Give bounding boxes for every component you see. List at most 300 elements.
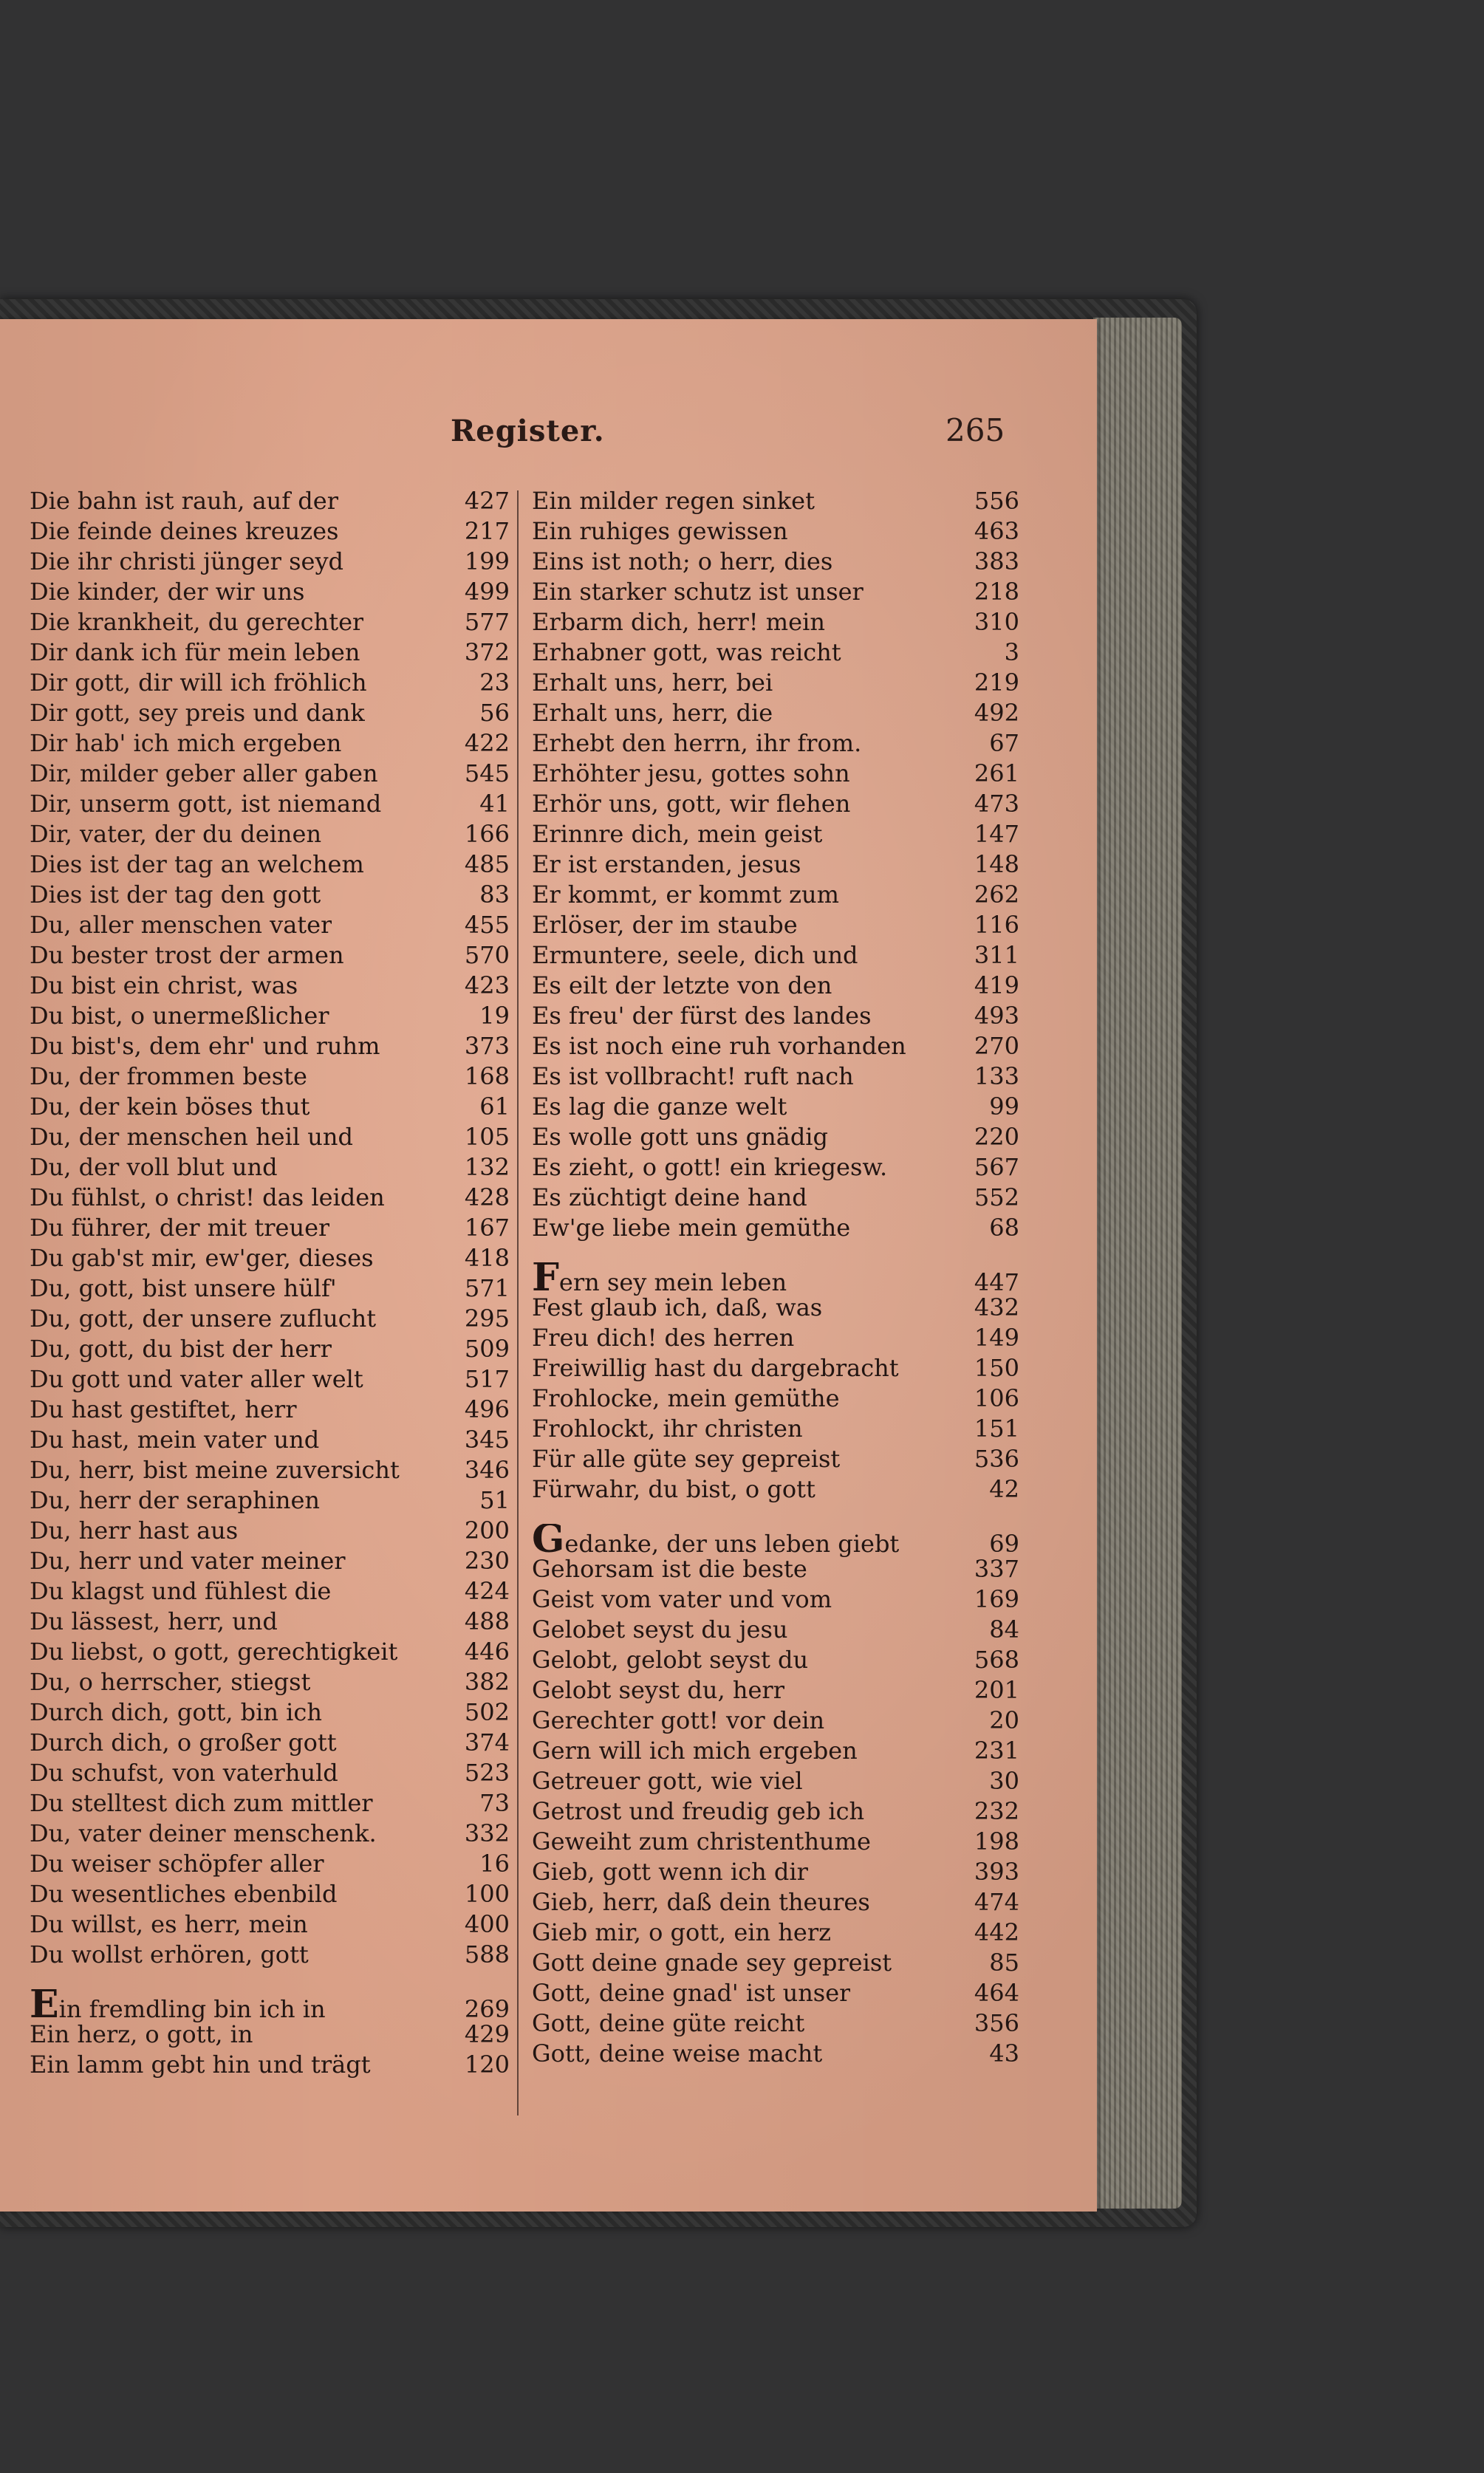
index-entry	[30, 971, 510, 1001]
index-entry	[30, 1455, 510, 1485]
index-entry	[532, 486, 1019, 516]
index-entry	[30, 1152, 510, 1183]
entry-text: Es wolle gott uns gnädig	[532, 1123, 829, 1151]
entry-number: 20	[989, 1706, 1019, 1734]
entry-text: Frohlockt, ihr christen	[532, 1415, 803, 1443]
index-entry	[532, 1213, 1019, 1243]
index-entry	[532, 1796, 1019, 1827]
entry-text: Du, gott, der unsere zuflucht	[30, 1304, 377, 1333]
entry-text: Dies ist der tag den gott	[30, 880, 321, 909]
entry-number: 219	[974, 668, 1019, 697]
entry-number: 499	[464, 578, 510, 606]
index-entry	[30, 1849, 510, 1879]
entry-text: Gott deine gnade sey gepreist	[532, 1949, 892, 1977]
entry-text: Erinnre dich, mein geist	[532, 820, 823, 848]
entry-number: 428	[464, 1183, 510, 1211]
entry-number: 85	[989, 1949, 1019, 1977]
entry-number: 269	[464, 1995, 510, 2023]
index-entry	[532, 1293, 1019, 1323]
entry-text: Geweiht zum christenthume	[532, 1827, 871, 1855]
entry-text: Erlöser, der im staube	[532, 911, 798, 939]
index-entry	[532, 1524, 1019, 1559]
index-entry	[532, 1645, 1019, 1675]
index-entry	[532, 668, 1019, 698]
entry-text: Fern sey mein leben	[532, 1262, 787, 1298]
index-entry	[532, 910, 1019, 940]
entry-text: Gedanke, der uns leben giebt	[532, 1524, 899, 1559]
entry-number: 201	[974, 1676, 1019, 1704]
entry-text: Dir hab' ich mich ergeben	[30, 729, 342, 757]
entry-text: Du weiser schöpfer aller	[30, 1850, 324, 1878]
entry-text: Du, herr, bist meine zuversicht	[30, 1456, 400, 1484]
index-entry	[30, 1989, 510, 2025]
index-entry	[532, 1353, 1019, 1383]
index-entry	[532, 1948, 1019, 1978]
entry-text: Du, der voll blut und	[30, 1153, 278, 1181]
entry-text: Gelobet seyst du jesu	[532, 1615, 788, 1643]
entry-number: 150	[974, 1354, 1019, 1382]
column-divider	[517, 490, 519, 2115]
entry-text: Geist vom vater und vom	[532, 1585, 832, 1613]
index-entry	[532, 849, 1019, 880]
entry-number: 30	[989, 1767, 1019, 1795]
section-initial: E	[30, 1989, 59, 2025]
index-entry	[30, 1576, 510, 1607]
entry-number: 295	[464, 1304, 510, 1333]
index-entry	[532, 1827, 1019, 1857]
entry-number: 332	[464, 1819, 510, 1847]
entry-text: Ermuntere, seele, dich und	[532, 941, 858, 969]
entry-text: Erhalt uns, herr, bei	[532, 668, 773, 697]
index-entry	[30, 607, 510, 637]
entry-text: Dir dank ich für mein leben	[30, 638, 360, 666]
entry-text: Ein lamm gebt hin und trägt	[30, 2050, 371, 2079]
entry-text: Du bist, o unermeßlicher	[30, 1002, 329, 1030]
index-entry	[30, 1909, 510, 1940]
entry-text: Durch dich, o großer gott	[30, 1728, 337, 1757]
index-entry	[532, 1122, 1019, 1152]
index-entry	[30, 637, 510, 668]
index-entry	[532, 1383, 1019, 1414]
entry-text: Du, der menschen heil und	[30, 1123, 353, 1151]
index-entry	[30, 1667, 510, 1697]
entry-number: 311	[974, 941, 1019, 969]
entry-text: Gerechter gott! vor dein	[532, 1706, 825, 1734]
index-column-left	[30, 486, 510, 2080]
entry-text: Es zieht, o gott! ein kriegesw.	[532, 1153, 888, 1181]
entry-text: Du bist ein christ, was	[30, 971, 298, 999]
section-initial: F	[532, 1262, 559, 1298]
index-entry	[532, 1766, 1019, 1796]
entry-number: 116	[974, 911, 1019, 939]
entry-number: 148	[974, 850, 1019, 878]
entry-text: Gelobt seyst du, herr	[532, 1676, 784, 1704]
entry-number: 346	[464, 1456, 510, 1484]
entry-text: Für alle güte sey gepreist	[532, 1445, 841, 1473]
entry-number: 556	[974, 487, 1019, 515]
index-entry	[532, 1584, 1019, 1615]
entry-number: 464	[974, 1979, 1019, 2007]
entry-number: 488	[464, 1607, 510, 1635]
entry-text: Er ist erstanden, jesus	[532, 850, 801, 878]
page-title: Register.	[451, 414, 605, 448]
entry-text: Dir, milder geber aller gaben	[30, 759, 378, 787]
entry-number: 545	[464, 759, 510, 787]
entry-number: 356	[974, 2009, 1019, 2037]
entry-text: Gott, deine weise macht	[532, 2039, 823, 2067]
entry-number: 19	[479, 1002, 510, 1030]
entry-text: Erhalt uns, herr, die	[532, 699, 773, 727]
index-entry	[30, 1122, 510, 1152]
entry-number: 374	[464, 1728, 510, 1757]
index-entry	[30, 1485, 510, 1516]
index-entry	[30, 698, 510, 728]
entry-text: Du, gott, du bist der herr	[30, 1335, 332, 1363]
index-entry	[30, 486, 510, 516]
index-entry	[532, 1031, 1019, 1061]
entry-number: 149	[974, 1324, 1019, 1352]
entry-number: 310	[974, 608, 1019, 636]
entry-text: Du willst, es herr, mein	[30, 1910, 308, 1938]
index-entry	[532, 607, 1019, 637]
entry-number: 571	[464, 1274, 510, 1302]
entry-number: 424	[464, 1577, 510, 1605]
index-entry	[532, 1414, 1019, 1444]
entry-text: Dir gott, dir will ich fröhlich	[30, 668, 367, 697]
index-entry	[532, 516, 1019, 547]
entry-number: 199	[464, 547, 510, 575]
index-entry	[532, 728, 1019, 759]
index-entry	[30, 789, 510, 819]
entry-number: 105	[464, 1123, 510, 1151]
entry-text: Du gott und vater aller welt	[30, 1365, 363, 1393]
entry-number: 447	[974, 1268, 1019, 1296]
index-entry	[30, 1758, 510, 1788]
entry-text: Du, o herrscher, stiegst	[30, 1668, 311, 1696]
entry-number: 84	[989, 1615, 1019, 1643]
entry-number: 73	[479, 1789, 510, 1817]
index-entry	[30, 1183, 510, 1213]
entry-text: Die ihr christi jünger seyd	[30, 547, 344, 575]
entry-number: 577	[464, 608, 510, 636]
entry-text: Die bahn ist rauh, auf der	[30, 487, 338, 515]
entry-number: 220	[974, 1123, 1019, 1151]
entry-number: 493	[974, 1002, 1019, 1030]
section-initial: G	[532, 1524, 565, 1559]
entry-number: 427	[464, 487, 510, 515]
entry-text: Du wesentliches ebenbild	[30, 1880, 338, 1908]
entry-text: Fürwahr, du bist, o gott	[532, 1475, 815, 1503]
entry-number: 67	[989, 729, 1019, 757]
index-entry	[30, 1243, 510, 1273]
index-entry	[30, 1788, 510, 1819]
index-entry	[532, 698, 1019, 728]
index-entry	[532, 1706, 1019, 1736]
entry-number: 588	[464, 1940, 510, 1969]
index-entry	[532, 1152, 1019, 1183]
index-entry	[30, 880, 510, 910]
entry-number: 473	[974, 790, 1019, 818]
entry-number: 41	[479, 790, 510, 818]
entry-number: 261	[974, 759, 1019, 787]
index-entry	[532, 789, 1019, 819]
index-entry	[30, 1273, 510, 1304]
entry-number: 169	[974, 1585, 1019, 1613]
page-number: 265	[946, 412, 1005, 448]
entry-number: 429	[464, 2020, 510, 2048]
entry-number: 166	[464, 820, 510, 848]
entry-text: Es lag die ganze welt	[532, 1092, 787, 1121]
index-entry	[532, 1675, 1019, 1706]
index-entry	[30, 1728, 510, 1758]
index-entry	[30, 1061, 510, 1092]
entry-number: 492	[974, 699, 1019, 727]
entry-number: 230	[464, 1547, 510, 1575]
index-entry	[532, 637, 1019, 668]
entry-number: 56	[479, 699, 510, 727]
index-entry	[30, 1879, 510, 1909]
entry-text: Die krankheit, du gerechter	[30, 608, 364, 636]
entry-text: Du fühlst, o christ! das leiden	[30, 1183, 385, 1211]
index-entry	[532, 940, 1019, 971]
entry-text: Du, der frommen beste	[30, 1062, 307, 1090]
index-entry	[30, 759, 510, 789]
entry-text: Du liebst, o gott, gerechtigkeit	[30, 1638, 398, 1666]
index-entry	[532, 1001, 1019, 1031]
entry-number: 106	[974, 1384, 1019, 1412]
entry-text: Du, gott, bist unsere hülf'	[30, 1274, 337, 1302]
entry-text: Ein fremdling bin ich in	[30, 1989, 326, 2025]
index-entry	[30, 1819, 510, 1849]
entry-number: 147	[974, 820, 1019, 848]
entry-number: 502	[464, 1698, 510, 1726]
entry-number: 422	[464, 729, 510, 757]
entry-text: Ein herz, o gott, in	[30, 2020, 253, 2048]
entry-number: 418	[464, 1244, 510, 1272]
entry-text: Fest glaub ich, daß, was	[532, 1293, 823, 1321]
entry-number: 42	[989, 1475, 1019, 1503]
index-entry	[532, 1887, 1019, 1918]
entry-number: 232	[974, 1797, 1019, 1825]
entry-number: 16	[479, 1850, 510, 1878]
entry-number: 419	[974, 971, 1019, 999]
index-entry	[532, 819, 1019, 849]
entry-text: Freu dich! des herren	[532, 1324, 795, 1352]
index-entry	[532, 1736, 1019, 1766]
index-entry	[30, 940, 510, 971]
entry-number: 218	[974, 578, 1019, 606]
entry-number: 432	[974, 1293, 1019, 1321]
index-entry	[30, 1304, 510, 1334]
entry-text: Getreuer gott, wie viel	[532, 1767, 803, 1795]
index-entry	[532, 971, 1019, 1001]
index-entry	[532, 1474, 1019, 1505]
entry-number: 446	[464, 1638, 510, 1666]
index-entry	[30, 819, 510, 849]
entry-number: 383	[974, 547, 1019, 575]
index-entry	[532, 577, 1019, 607]
section-gap	[30, 1970, 510, 1989]
entry-text: Gelobt, gelobt seyst du	[532, 1646, 809, 1674]
entry-text: Du bester trost der armen	[30, 941, 344, 969]
entry-number: 485	[464, 850, 510, 878]
entry-number: 262	[974, 880, 1019, 909]
entry-text: Du, herr und vater meiner	[30, 1547, 346, 1575]
entry-number: 523	[464, 1759, 510, 1787]
index-entry	[532, 1978, 1019, 2008]
entry-text: Du hast, mein vater und	[30, 1426, 320, 1454]
index-entry	[30, 1213, 510, 1243]
entry-text: Gieb mir, o gott, ein herz	[532, 1918, 831, 1946]
entry-text: Erhabner gott, was reicht	[532, 638, 841, 666]
index-entry	[30, 849, 510, 880]
entry-text: Erhöhter jesu, gottes sohn	[532, 759, 850, 787]
entry-number: 382	[464, 1668, 510, 1696]
entry-number: 3	[1004, 638, 1019, 666]
entry-number: 133	[974, 1062, 1019, 1090]
index-entry	[532, 759, 1019, 789]
entry-number: 83	[479, 880, 510, 909]
index-entry	[30, 1607, 510, 1637]
index-entry	[30, 1031, 510, 1061]
entry-text: Es eilt der letzte von den	[532, 971, 832, 999]
index-entry	[30, 547, 510, 577]
index-entry	[30, 1364, 510, 1395]
entry-text: Erhör uns, gott, wir flehen	[532, 790, 851, 818]
entry-number: 568	[974, 1646, 1019, 1674]
index-entry	[30, 1637, 510, 1667]
entry-text: Es züchtigt deine hand	[532, 1183, 807, 1211]
entry-number: 423	[464, 971, 510, 999]
index-entry	[30, 1546, 510, 1576]
index-entry	[532, 1323, 1019, 1353]
index-entry	[532, 1444, 1019, 1474]
index-entry	[30, 910, 510, 940]
entry-text: Durch dich, gott, bin ich	[30, 1698, 322, 1726]
entry-number: 69	[989, 1530, 1019, 1558]
entry-number: 400	[464, 1910, 510, 1938]
entry-text: Du, herr hast aus	[30, 1516, 239, 1545]
index-entry	[30, 1940, 510, 1970]
entry-text: Ein milder regen sinket	[532, 487, 815, 515]
entry-text: Dir gott, sey preis und dank	[30, 699, 365, 727]
entry-text: Es ist vollbracht! ruft nach	[532, 1062, 854, 1090]
index-entry	[30, 668, 510, 698]
entry-number: 231	[974, 1737, 1019, 1765]
entry-text: Du, aller menschen vater	[30, 911, 332, 939]
index-entry	[30, 1697, 510, 1728]
entry-text: Ein ruhiges gewissen	[532, 517, 788, 545]
entry-number: 567	[974, 1153, 1019, 1181]
index-entry	[532, 1092, 1019, 1122]
page-edges	[1093, 318, 1182, 2209]
index-entry	[30, 577, 510, 607]
entry-text: Du, herr der seraphinen	[30, 1486, 321, 1514]
entry-text: Er kommt, er kommt zum	[532, 880, 839, 909]
index-entry	[532, 1262, 1019, 1298]
entry-text: Gieb, herr, daß dein theures	[532, 1888, 870, 1916]
entry-text: Du hast gestiftet, herr	[30, 1395, 297, 1423]
entry-text: Es ist noch eine ruh vorhanden	[532, 1032, 906, 1060]
entry-number: 168	[464, 1062, 510, 1090]
entry-number: 23	[479, 668, 510, 697]
entry-number: 200	[464, 1516, 510, 1545]
index-entry	[532, 1857, 1019, 1887]
entry-number: 100	[464, 1880, 510, 1908]
entry-number: 373	[464, 1032, 510, 1060]
entry-number: 167	[464, 1214, 510, 1242]
entry-text: Freiwillig hast du dargebracht	[532, 1354, 899, 1382]
entry-text: Du, der kein böses thut	[30, 1092, 310, 1121]
index-entry	[532, 547, 1019, 577]
index-entry	[30, 1516, 510, 1546]
entry-number: 570	[464, 941, 510, 969]
entry-number: 337	[974, 1555, 1019, 1583]
entry-number: 61	[479, 1092, 510, 1121]
entry-number: 455	[464, 911, 510, 939]
entry-number: 345	[464, 1426, 510, 1454]
entry-number: 120	[464, 2050, 510, 2079]
entry-text: Dir, unserm gott, ist niemand	[30, 790, 382, 818]
entry-text: Gott, deine güte reicht	[532, 2009, 805, 2037]
entry-number: 552	[974, 1183, 1019, 1211]
index-entry	[30, 1092, 510, 1122]
entry-number: 217	[464, 517, 510, 545]
index-entry	[532, 2008, 1019, 2039]
entry-text: Du stelltest dich zum mittler	[30, 1789, 373, 1817]
index-entry	[532, 1061, 1019, 1092]
entry-text: Du klagst und fühlest die	[30, 1577, 332, 1605]
entry-text: Du führer, der mit treuer	[30, 1214, 330, 1242]
entry-text: Du gab'st mir, ew'ger, dieses	[30, 1244, 374, 1272]
entry-text: Eins ist noth; o herr, dies	[532, 547, 833, 575]
index-entry	[532, 1183, 1019, 1213]
index-entry	[30, 1334, 510, 1364]
entry-text: Gieb, gott wenn ich dir	[532, 1858, 808, 1886]
entry-number: 198	[974, 1827, 1019, 1855]
index-column-right	[532, 486, 1019, 2069]
entry-number: 474	[974, 1888, 1019, 1916]
entry-number: 68	[989, 1214, 1019, 1242]
index-entry	[30, 2050, 510, 2080]
entry-text: Du bist's, dem ehr' und ruhm	[30, 1032, 380, 1060]
entry-number: 372	[464, 638, 510, 666]
entry-text: Frohlocke, mein gemüthe	[532, 1384, 840, 1412]
index-entry	[532, 1918, 1019, 1948]
entry-number: 496	[464, 1395, 510, 1423]
index-entry	[30, 1001, 510, 1031]
entry-number: 509	[464, 1335, 510, 1363]
entry-number: 51	[479, 1486, 510, 1514]
entry-text: Es freu' der fürst des landes	[532, 1002, 872, 1030]
entry-text: Ein starker schutz ist unser	[532, 578, 864, 606]
entry-number: 517	[464, 1365, 510, 1393]
entry-text: Die kinder, der wir uns	[30, 578, 305, 606]
index-entry	[532, 1615, 1019, 1645]
entry-text: Du schufst, von vaterhuld	[30, 1759, 338, 1787]
entry-text: Gehorsam ist die beste	[532, 1555, 807, 1583]
index-entry	[30, 516, 510, 547]
entry-text: Erbarm dich, herr! mein	[532, 608, 825, 636]
entry-number: 99	[989, 1092, 1019, 1121]
section-gap	[532, 1505, 1019, 1524]
entry-text: Gern will ich mich ergeben	[532, 1737, 858, 1765]
entry-text: Du lässest, herr, und	[30, 1607, 278, 1635]
index-entry	[532, 2039, 1019, 2069]
index-entry	[30, 1425, 510, 1455]
entry-text: Ew'ge liebe mein gemüthe	[532, 1214, 851, 1242]
entry-number: 463	[974, 517, 1019, 545]
